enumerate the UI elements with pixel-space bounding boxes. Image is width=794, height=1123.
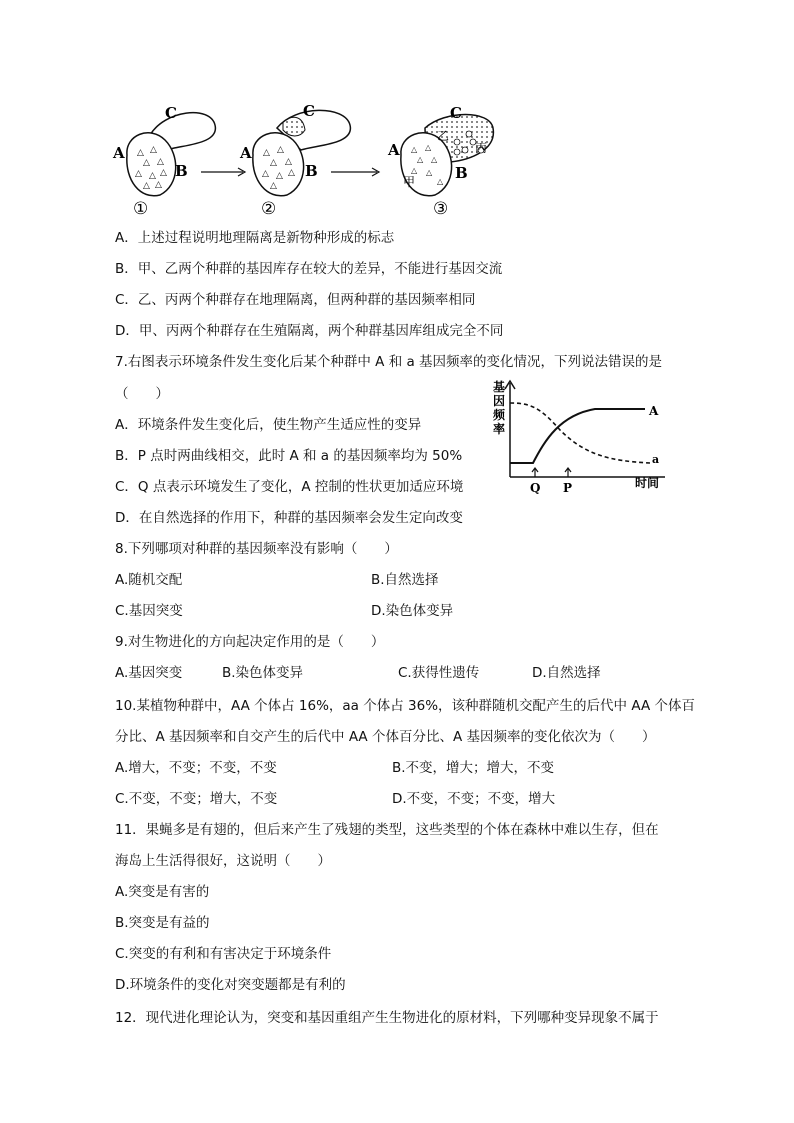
label-yi: 乙: [437, 129, 450, 143]
label-A-1: A: [113, 144, 125, 162]
label-C-3: C: [450, 104, 462, 122]
svg-text:△: △: [143, 181, 150, 191]
svg-text:△: △: [270, 181, 277, 191]
curve-a-label: a: [652, 453, 660, 466]
q10-stem-1: 10.某植物种群中，AA 个体占 16%，aa 个体占 36%，该种群随机交配产生的后代中 AA 个体百: [115, 698, 695, 714]
svg-text:△: △: [431, 155, 438, 164]
label-jia: 甲: [403, 175, 416, 189]
q12-stem-1: 12．现代进化理论认为，突变和基因重组产生生物进化的原材料，下列哪种变异现象不属于: [115, 1010, 659, 1026]
curve-A-line: [510, 409, 645, 463]
step-3: ③: [433, 199, 449, 219]
q8-stem: 8.下列哪项对种群的基因频率没有影响（ ）: [115, 541, 398, 557]
stage-1-islands: [112, 104, 215, 219]
svg-text:△: △: [437, 177, 444, 186]
q8-option-d: D.染色体变异: [371, 603, 454, 619]
q9-option-c: C.获得性遗传: [398, 665, 480, 681]
svg-text:△: △: [149, 171, 156, 181]
y-label-2: 因: [493, 394, 506, 408]
svg-text:△: △: [411, 166, 418, 175]
q6-option-a: A．上述过程说明地理隔离是新物种形成的标志: [115, 230, 395, 246]
point-P: P: [563, 481, 573, 495]
q11-stem-1: 11．果蝇多是有翅的，但后来产生了残翅的类型，这些类型的个体在森林中难以生存，但在: [115, 822, 659, 838]
q11-stem-2: 海岛上生活得很好，这说明（ ）: [115, 853, 331, 869]
svg-text:△: △: [137, 148, 144, 158]
q8-option-c: C.基因突变: [115, 603, 183, 619]
curve-A-label: A: [649, 404, 659, 418]
label-C-1: C: [165, 104, 177, 122]
svg-text:△: △: [426, 168, 433, 177]
step-2: ②: [261, 199, 277, 219]
q10-option-b: B.不变，增大；增大，不变: [392, 760, 555, 776]
label-B-1: B: [175, 162, 188, 180]
q7-option-a: A．环境条件发生变化后，使生物产生适应性的变异: [115, 417, 422, 433]
svg-text:△: △: [277, 145, 284, 155]
svg-text:△: △: [425, 143, 432, 152]
curve-a-line: [510, 403, 650, 463]
q7-stem: 7.右图表示环境条件发生变化后某个种群中 A 和 a 基因频率的变化情况，下列说法错误的是: [115, 354, 663, 370]
svg-text:△: △: [270, 158, 277, 168]
q9-option-d: D.自然选择: [532, 665, 601, 681]
q11-option-b: B.突变是有益的: [115, 915, 210, 931]
q10-option-d: D.不变，不变；不变，增大: [392, 791, 556, 807]
svg-text:△: △: [276, 171, 283, 181]
svg-text:△: △: [262, 169, 269, 179]
q6-option-c: C．乙、丙两个种群存在地理隔离，但两种群的基因频率相同: [115, 292, 476, 308]
q8-option-a: A.随机交配: [115, 572, 183, 588]
gene-frequency-graph: [485, 375, 675, 495]
label-B-2: B: [305, 162, 318, 180]
q9-stem: 9.对生物进化的方向起决定作用的是（ ）: [115, 634, 385, 650]
q6-option-b: B．甲、乙两个种群的基因库存在较大的差异，不能进行基因交流: [115, 261, 503, 277]
q10-stem-2: 分比、A 基因频率和自交产生的后代中 AA 个体百分比、A 基因频率的变化依次为（ ）: [115, 729, 656, 745]
q7-option-b: B．P 点时两曲线相交，此时 A 和 a 的基因频率均为 50%: [115, 448, 463, 464]
label-B-3: B: [455, 164, 468, 182]
svg-text:△: △: [143, 158, 150, 168]
stage-3-islands: [387, 104, 493, 219]
svg-text:△: △: [411, 145, 418, 154]
q11-option-a: A.突变是有害的: [115, 884, 210, 900]
svg-text:△: △: [157, 157, 164, 167]
svg-text:△: △: [288, 168, 295, 178]
q11-option-d: D.环境条件的变化对突变题都是有利的: [115, 977, 346, 993]
svg-text:△: △: [155, 180, 162, 190]
y-label-1: 基: [493, 380, 506, 394]
q7-option-c: C．Q 点表示环境发生了变化，A 控制的性状更加适应环境: [115, 479, 464, 495]
svg-text:△: △: [150, 145, 157, 155]
q9-option-a: A.基因突变: [115, 665, 183, 681]
svg-text:△: △: [160, 168, 167, 178]
label-A-2: A: [240, 144, 252, 162]
label-A-3: A: [388, 141, 400, 159]
step-1: ①: [133, 199, 149, 219]
q9-option-b: B.染色体变异: [222, 665, 304, 681]
stage-2-islands: [239, 102, 350, 219]
q6-option-d: D．甲、丙两个种群存在生殖隔离，两个种群基因库组成完全不同: [115, 323, 504, 339]
svg-text:△: △: [285, 157, 292, 167]
q7-option-d: D．在自然选择的作用下，种群的基因频率会发生定向改变: [115, 510, 463, 526]
svg-text:△: △: [135, 169, 142, 179]
label-bing: 丙: [475, 141, 488, 155]
q8-option-b: B.自然选择: [371, 572, 439, 588]
q11-option-c: C.突变的有利和有害决定于环境条件: [115, 946, 332, 962]
svg-text:△: △: [417, 155, 424, 164]
q10-option-c: C.不变，不变；增大，不变: [115, 791, 278, 807]
y-label-3: 频: [493, 408, 506, 422]
svg-text:△: △: [263, 148, 270, 158]
x-label: 时间: [635, 476, 660, 490]
label-C-2: C: [303, 102, 315, 120]
point-Q: Q: [530, 481, 541, 495]
speciation-figure: [105, 100, 505, 220]
q10-option-a: A.增大，不变；不变，不变: [115, 760, 277, 776]
y-label-4: 率: [493, 422, 506, 436]
q7-paren: （ ）: [115, 386, 169, 402]
